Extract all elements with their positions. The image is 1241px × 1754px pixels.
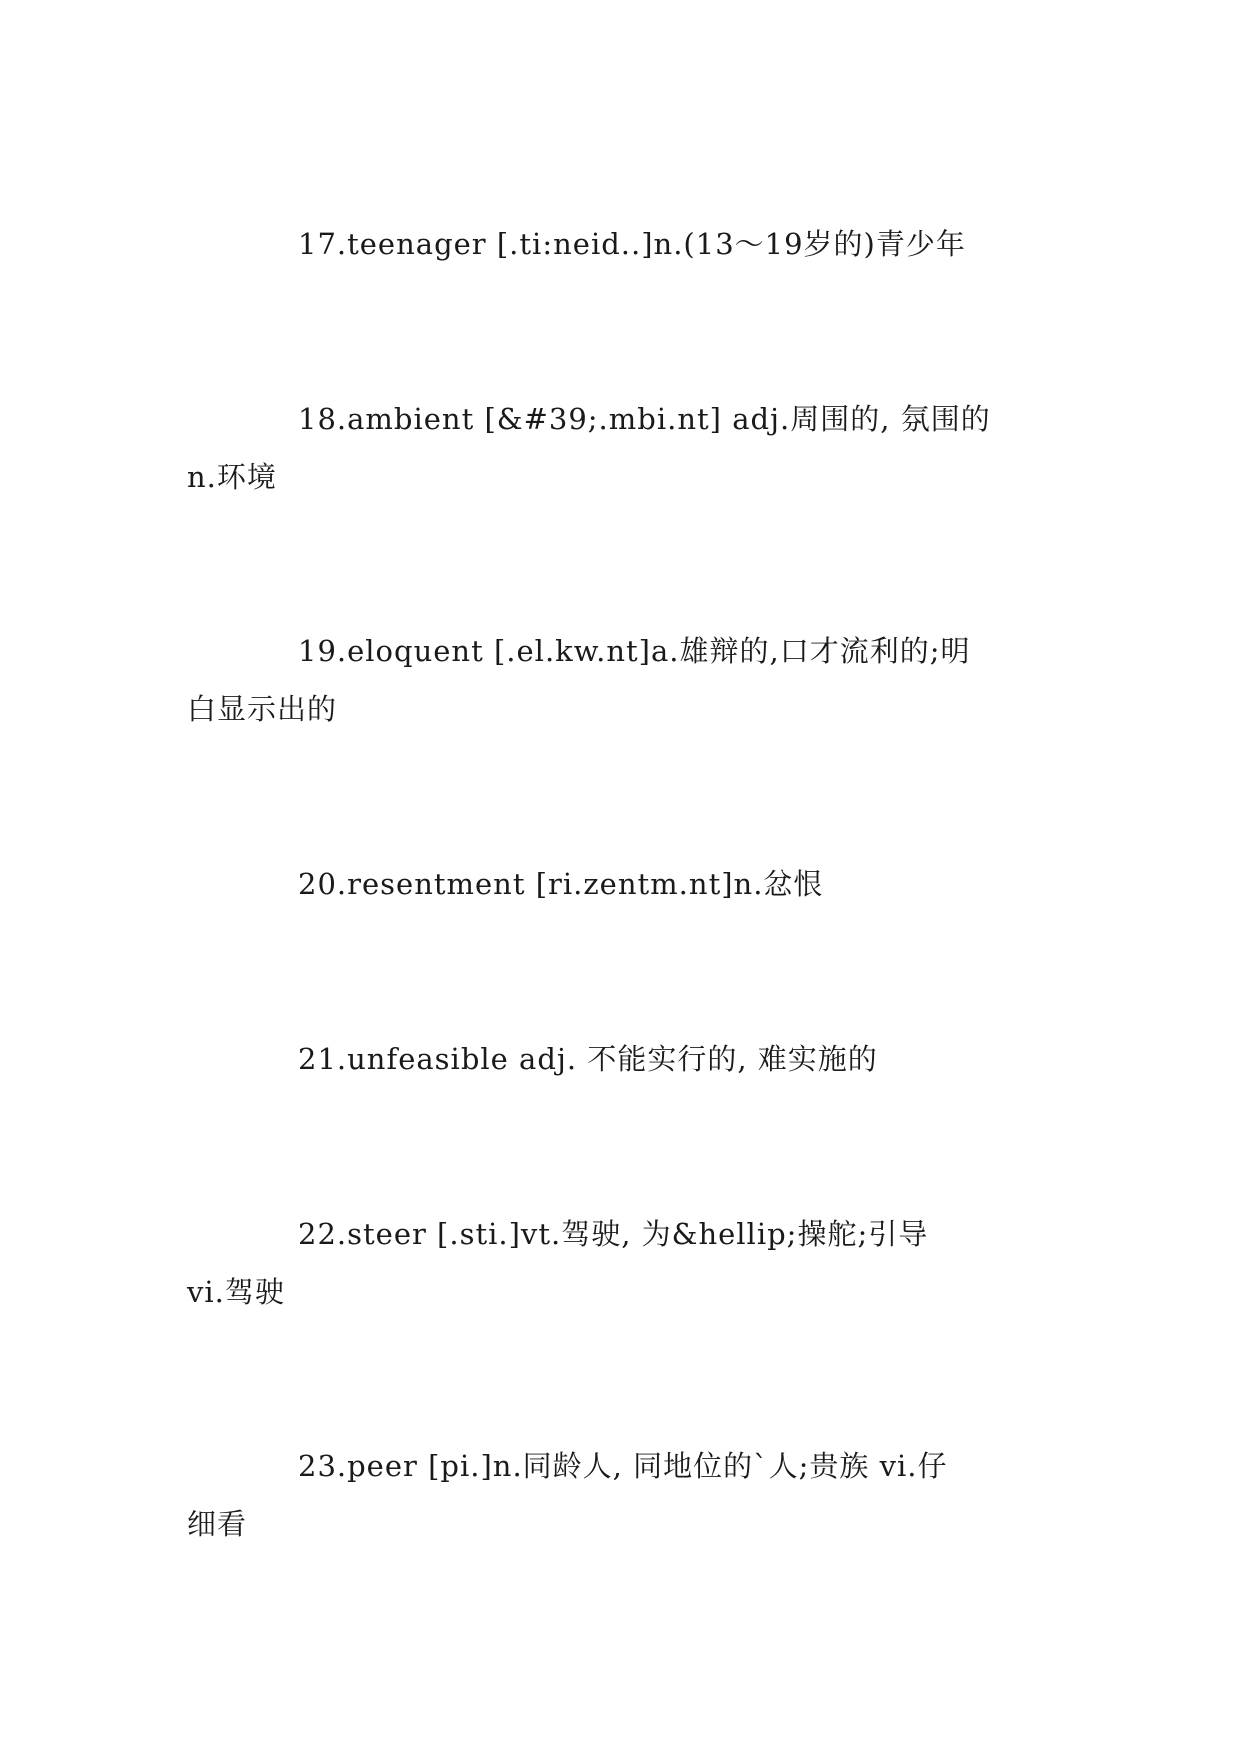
entry-text-line-2: vi.驾驶 — [187, 1275, 285, 1309]
vocab-entry-22 — [187, 1205, 1055, 1321]
entry-text-line-2: 白显示出的 — [187, 692, 338, 726]
vocab-entry-20 — [187, 855, 1055, 913]
entry-text-line-1: 21.unfeasible adj. 不能实行的, 难实施的 — [298, 1042, 878, 1076]
vocab-entry-23 — [187, 1437, 1055, 1553]
vocab-entry-17 — [187, 215, 1055, 273]
vocab-entry-21 — [187, 1030, 1055, 1088]
entry-text-line-2: 细看 — [187, 1507, 248, 1541]
entry-text-line-2: n.环境 — [187, 460, 277, 494]
entry-text-line-1: 20.resentment [ri.zentm.nt]n.忿恨 — [298, 867, 824, 901]
entry-text-line-1: 19.eloquent [.el.kw.nt]a.雄辩的,口才流利的;明 — [298, 634, 971, 668]
entry-text-line-1: 17.teenager [.ti:neid..]n.(13～19岁的)青少年 — [298, 227, 966, 261]
entry-text-line-1: 22.steer [.sti.]vt.驾驶, 为&hellip;操舵;引导 — [298, 1217, 929, 1251]
vocab-entry-18 — [187, 390, 1055, 506]
vocab-entry-19 — [187, 622, 1055, 738]
entry-text-line-1: 23.peer [pi.]n.同龄人, 同地位的`人;贵族 vi.仔 — [298, 1449, 948, 1483]
entry-text-line-1: 18.ambient [&#39;.mbi.nt] adj.周围的, 氛围的 — [298, 402, 991, 436]
